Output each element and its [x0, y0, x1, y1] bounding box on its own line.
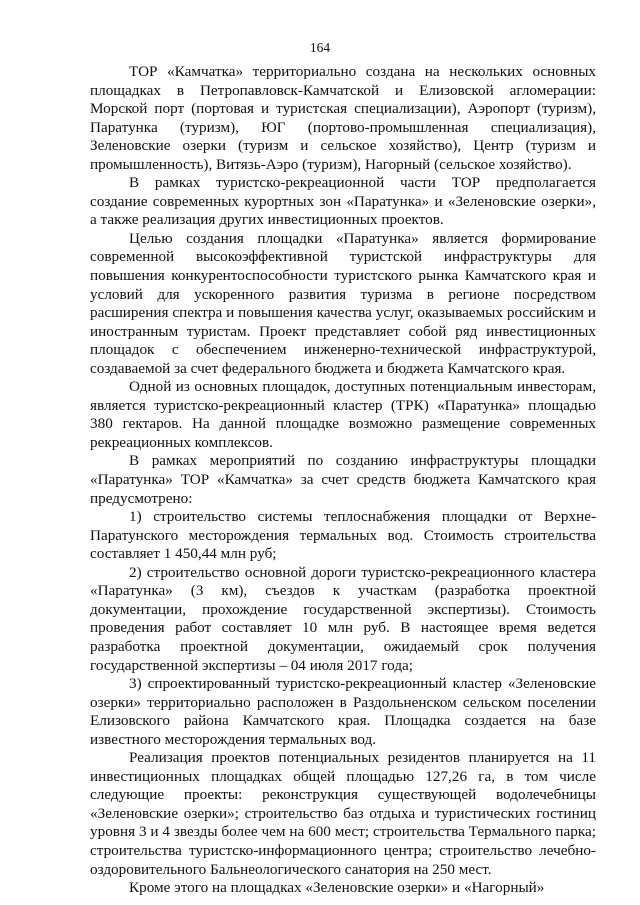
paragraph-tor-sites: ТОР «Камчатка» территориально создана на нескольких основных площадках в Петропавловск-Камчатской и Елизовской агломерации: Морской порт (портовая и туристская специализации), Аэропорт (туризм), Паратунка (туризм), ЮГ (портово-промышленная специализация), Зеленовские озерки (туризм и сельское хозяйство), Центр (туризм и промышленность), Витязь-Аэро (туризм), Нагорный (сельское хозяйство).: [90, 63, 596, 173]
page-number: 164: [309, 40, 331, 55]
paragraph-paratunka-goal: Целью создания площадки «Паратунка» является формирование современной высокоэффективной туристской инфраструктуры для повышения конкурентоспособности туристского рынка Камчатского края и условий для ускоренного развития туризма в регионе посредством расширения спектра и повышения качества услуг, оказываемых российским и иностранным туристам. Проект представляет собой ряд инвестиционных площадок с обеспечением инженерно-технической инфраструктурой, создаваемой за счет федерального бюджета и бюджета Камчатского края.: [90, 229, 596, 377]
list-item-main-road: 2) строительство основной дороги туристско-рекреационного кластера «Паратунка» (3 км), съездов к участкам (разработка проектной документации, прохождение государственной экспертизы). Стоимость проведения работ составляет 10 млн руб. В настоящее время ведется разработка проектной документации, ожидаемый срок получения государственной экспертизы – 04 июля 2017 года;: [90, 563, 596, 674]
paragraph-infrastructure-intro: В рамках мероприятий по созданию инфраструктуры площадки «Паратунка» ТОР «Камчатка» за счет средств бюджета Камчатского края предусмотрено:: [90, 452, 596, 507]
paragraph-continuation: Кроме этого на площадках «Зеленовские озерки» и «Нагорный»: [129, 879, 545, 897]
list-item-zelenovskie-cluster: 3) спроектированный туристско-рекреационный кластер «Зеленовские озерки» территориально расположен в Раздольненском сельском поселении Елизовского района Камчатского края. Площадка создается на базе известного месторождения термальных вод.: [90, 675, 596, 748]
paragraph-resort-zones: В рамках туристско-рекреационной части ТОР предполагается создание современных курортных зон «Паратунка» и «Зеленовские озерки», а также реализация других инвестиционных проектов.: [90, 174, 596, 229]
list-item-heat-supply: 1) строительство системы теплоснабжения площадки от Верхне-Паратунского месторождения термальных вод. Стоимость строительства составляет 1 450,44 млн руб;: [90, 508, 596, 563]
page-body: [90, 63, 596, 898]
paragraph-trk-paratunka: Одной из основных площадок, доступных потенциальным инвесторам, является туристско-рекреационный кластер (ТРК) «Паратунка» площадью 380 гектаров. На данной площадке возможно размещение современных рекреационных комплексов.: [90, 378, 596, 451]
paragraph-resident-projects: Реализация проектов потенциальных резидентов планируется на 11 инвестиционных площадках общей площадью 127,26 га, в том числе следующие проекты: реконструкция существующей водолечебницы «Зеленовские озерки»; строительство баз отдыха и туристических гостиниц уровня 3 и 4 звезды более чем на 600 мест; строительства Термального парка; строительства туристско-информационного центра; строительство лечебно-оздоровительного Бальнеологического санатория на 250 мест.: [90, 749, 596, 878]
